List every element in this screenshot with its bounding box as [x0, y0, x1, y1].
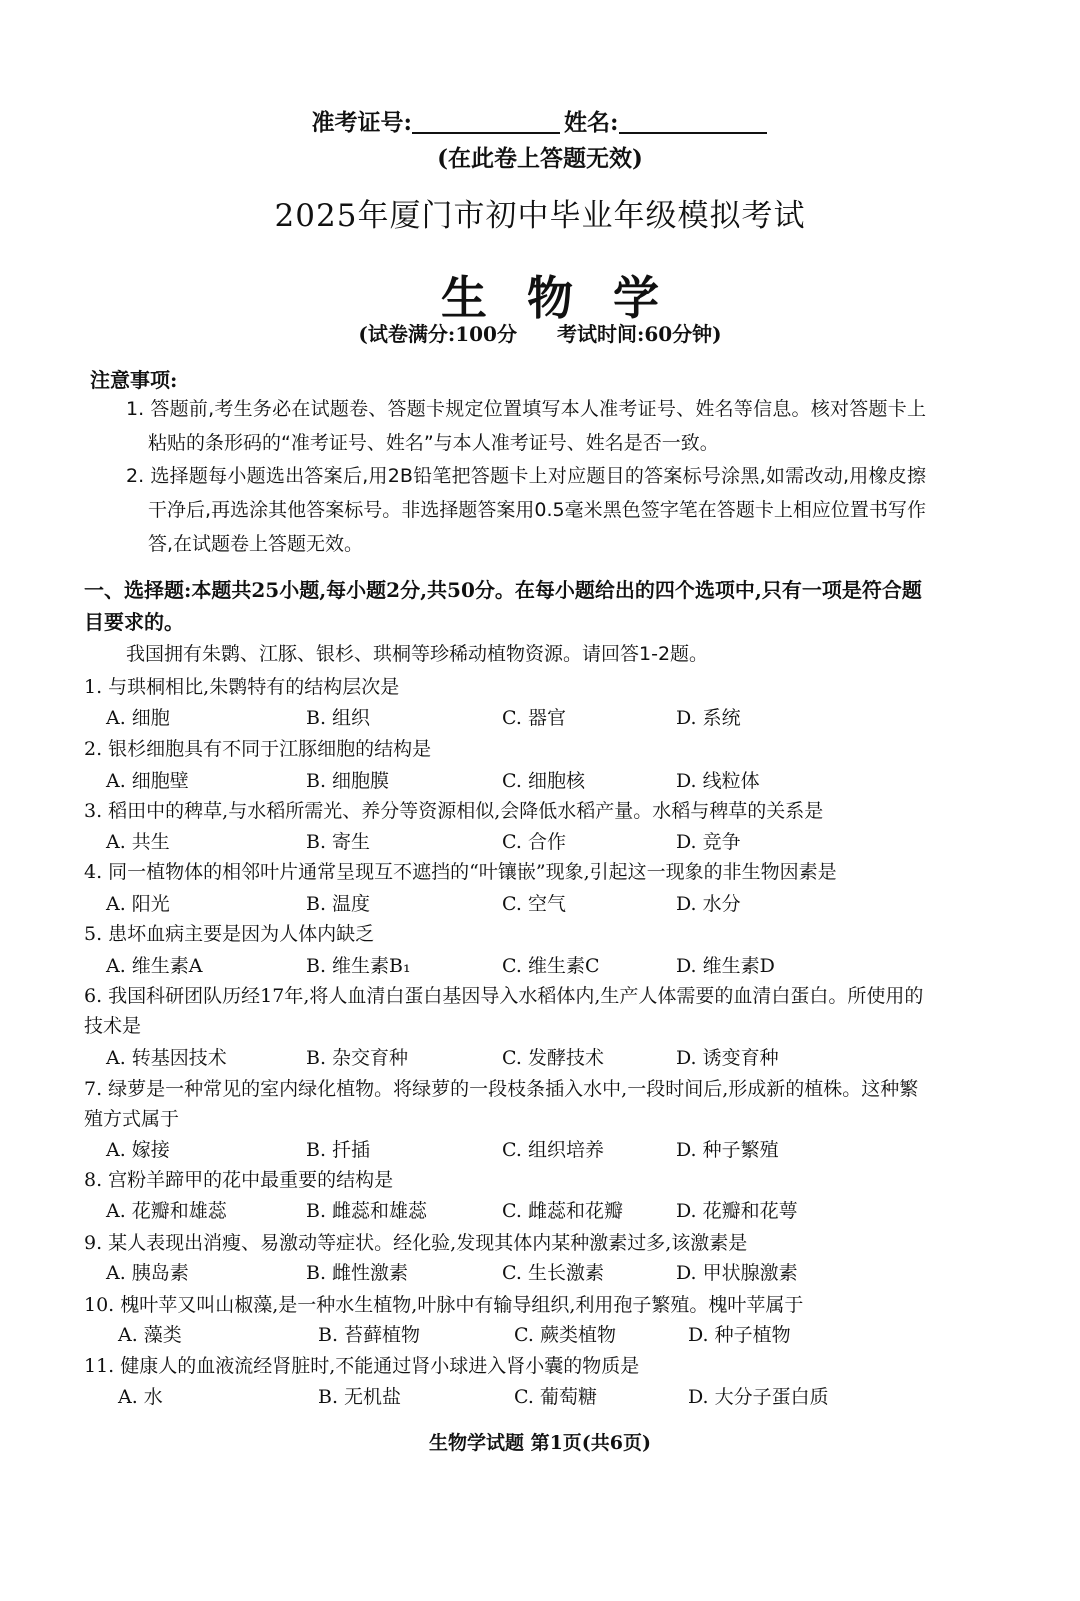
notice-item: 1. 答题前,考生务必在试题卷、答题卡规定位置填写本人准考证号、姓名等信息。核对答题卡上粘贴的条形码的“准考证号、姓名”与本人准考证号、姓名是否一致。 [126, 398, 926, 454]
option-d: D. 诱变育种 [676, 1047, 779, 1069]
name-label: 姓名: [564, 109, 619, 136]
option-d: D. 线粒体 [676, 770, 760, 792]
question-stem: 8. 宫粉羊蹄甲的花中最重要的结构是 [84, 1169, 394, 1191]
notice-heading: 注意事项: [90, 368, 178, 392]
question-stem: 5. 患坏血病主要是因为人体内缺乏 [84, 923, 375, 945]
option-b: B. 苔藓植物 [318, 1324, 421, 1346]
option-a: A. 花瓣和雄蕊 [106, 1200, 227, 1222]
exam-title: 2025年厦门市初中毕业年级模拟考试 [274, 198, 806, 234]
exam-meta [0, 318, 1080, 347]
option-a: A. 嫁接 [106, 1139, 170, 1161]
option-d: D. 种子繁殖 [676, 1139, 779, 1161]
question-stem: 11. 健康人的血液流经肾脏时,不能通过肾小球进入肾小囊的物质是 [84, 1355, 640, 1377]
option-b: B. 温度 [306, 893, 371, 915]
option-b: B. 维生素B₁ [306, 955, 411, 977]
option-c: C. 发酵技术 [502, 1047, 604, 1069]
option-c: C. 组织培养 [502, 1139, 604, 1161]
option-a: A. 藻类 [118, 1324, 182, 1346]
option-b: B. 无机盐 [318, 1386, 402, 1408]
option-a: A. 细胞壁 [106, 770, 189, 792]
section-intro: 我国拥有朱鹮、江豚、银杉、珙桐等珍稀动植物资源。请回答1-2题。 [126, 643, 709, 665]
question-options [118, 1382, 938, 1412]
exam-id-label: 准考证号: [311, 109, 412, 136]
option-d: D. 系统 [676, 707, 741, 729]
name-blank [619, 132, 767, 134]
option-b: B. 扦插 [306, 1139, 371, 1161]
option-a: A. 胰岛素 [106, 1262, 189, 1284]
option-c: C. 合作 [502, 831, 566, 853]
question-stem: 3. 稻田中的稗草,与水稻所需光、养分等资源相似,会降低水稻产量。水稻与稗草的关系是 [84, 800, 824, 822]
section-title: 一、选择题:本题共25小题,每小题2分,共50分。在每小题给出的四个选项中,只有一项是符合题目要求的。 [84, 578, 922, 634]
question-options [106, 1196, 926, 1226]
option-a: A. 细胞 [106, 707, 170, 729]
option-d: D. 水分 [676, 893, 741, 915]
option-c: C. 空气 [502, 893, 566, 915]
option-a: A. 转基因技术 [106, 1047, 227, 1069]
option-d: D. 种子植物 [688, 1324, 791, 1346]
option-d: D. 甲状腺激素 [676, 1262, 798, 1284]
option-c: C. 生长激素 [502, 1262, 604, 1284]
option-c: C. 细胞核 [502, 770, 585, 792]
option-a: A. 维生素A [106, 955, 203, 977]
option-d: D. 维生素D [676, 955, 775, 977]
option-c: C. 雌蕊和花瓣 [502, 1200, 623, 1222]
option-c: C. 维生素C [502, 955, 600, 977]
question-options [106, 827, 926, 857]
question-stem: 10. 槐叶苹又叫山椒藻,是一种水生植物,叶脉中有输导组织,利用孢子繁殖。槐叶苹属于 [84, 1294, 804, 1316]
option-a: A. 水 [118, 1386, 163, 1408]
subject-title: 生物学 [441, 271, 699, 325]
question-options [106, 1135, 926, 1165]
page-footer: 生物学试题 第1页(共6页) [428, 1432, 652, 1454]
option-b: B. 雌蕊和雄蕊 [306, 1200, 428, 1222]
question-options [106, 889, 926, 919]
question-stem: 4. 同一植物体的相邻叶片通常呈现互不遮挡的“叶镶嵌”现象,引起这一现象的非生物因素是 [84, 861, 837, 883]
question-stem: 6. 我国科研团队历经17年,将人血清白蛋白基因导入水稻体内,生产人体需要的血清白蛋白。所使用的技术是 [84, 985, 924, 1037]
question-options [106, 766, 926, 796]
notice-item: 2. 选择题每小题选出答案后,用2B铅笔把答题卡上对应题目的答案标号涂黑,如需改动,用橡皮擦干净后,再选涂其他答案标号。非选择题答案用0.5毫米黑色签字笔在答题卡上相应位置书写作答,在试题卷上答题无效。 [126, 465, 926, 555]
exam-id-blank [412, 132, 560, 134]
option-b: B. 杂交育种 [306, 1047, 409, 1069]
question-stem: 2. 银杉细胞具有不同于江豚细胞的结构是 [84, 738, 432, 760]
question-options [106, 1258, 926, 1288]
option-a: A. 阳光 [106, 893, 170, 915]
option-c: C. 器官 [502, 707, 566, 729]
question-stem: 1. 与珙桐相比,朱鹮特有的结构层次是 [84, 676, 400, 698]
question-options [106, 703, 926, 733]
duration: 考试时间:60分钟) [556, 322, 722, 346]
full-score: (试卷满分:100分 [358, 322, 517, 346]
question-options [106, 1043, 926, 1073]
option-b: B. 雌性激素 [306, 1262, 409, 1284]
candidate-info-row [0, 104, 1080, 137]
question-stem: 9. 某人表现出消瘦、易激动等症状。经化验,发现其体内某种激素过多,该激素是 [84, 1232, 748, 1254]
question-options [106, 951, 926, 981]
option-c: C. 蕨类植物 [514, 1324, 616, 1346]
option-d: D. 花瓣和花萼 [676, 1200, 798, 1222]
option-b: B. 组织 [306, 707, 371, 729]
option-c: C. 葡萄糖 [514, 1386, 597, 1408]
option-d: D. 竞争 [676, 831, 741, 853]
invalid-note: (在此卷上答题无效) [437, 145, 643, 172]
option-b: B. 细胞膜 [306, 770, 390, 792]
option-a: A. 共生 [106, 831, 170, 853]
option-b: B. 寄生 [306, 831, 371, 853]
question-stem: 7. 绿萝是一种常见的室内绿化植物。将绿萝的一段枝条插入水中,一段时间后,形成新的植株。这种繁殖方式属于 [84, 1078, 919, 1130]
option-d: D. 大分子蛋白质 [688, 1386, 829, 1408]
question-options [118, 1320, 938, 1350]
